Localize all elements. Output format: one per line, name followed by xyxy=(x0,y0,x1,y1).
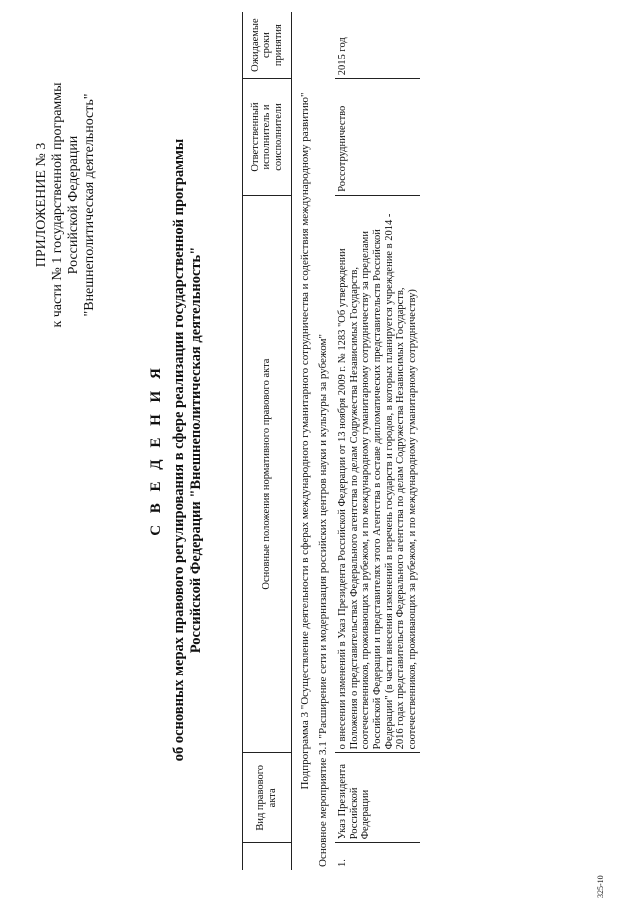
row-date: 2015 год xyxy=(335,12,420,79)
document-heading xyxy=(148,10,205,890)
header-date: Ожидаемые сроки принятия xyxy=(243,12,292,79)
row-num: 1. xyxy=(337,859,349,867)
subprogram-title: Подпрограмма 3 "Осуществление деятельности в сферах международного гуманитарного сотрудничества и содействия международному развитию" xyxy=(299,92,311,790)
heading-line-1: об основных мерах правового регулирования в сфере реализации государственной программы xyxy=(171,138,187,762)
measure-row xyxy=(314,12,336,870)
table-row xyxy=(335,12,420,870)
table-header-row xyxy=(243,12,292,870)
header-main: Основные положения нормативного правового акта xyxy=(243,195,292,753)
header-vid: Вид правового акта xyxy=(243,753,292,843)
landscape-content xyxy=(20,10,620,898)
header-resp: Ответственный исполнитель и соисполнители xyxy=(243,79,292,196)
subprogram-row xyxy=(292,12,314,870)
measure-title: Основное мероприятие 3.1 "Расширение сети и модернизация российских центров науки и культуры за рубежом" xyxy=(316,334,329,867)
heading-line-2: Российской Федерации "Внешнеполитическая деятельность" xyxy=(188,246,204,654)
appendix-line-1: к части № 1 государственной программы xyxy=(50,82,65,328)
heading-sved: С В Е Д Е Н И Я xyxy=(148,364,164,536)
header-num xyxy=(243,843,292,870)
measures-table xyxy=(242,12,420,870)
appendix-line-3: "Внешнеполитическая деятельность" xyxy=(82,93,97,317)
row-vid: Указ Президента Российской Федерации xyxy=(335,753,420,843)
row-resp: Россотрудничество xyxy=(335,79,420,196)
appendix-block xyxy=(34,40,98,370)
footer-code: 325-10 xyxy=(596,875,605,898)
appendix-line-2: Российской Федерации xyxy=(66,135,81,275)
row-main: о внесении изменений в Указ Президента Российской Федерации от 13 ноября 2009 г. № 1283 "Об утверждении Положения о представительствах Федерального агентства по делам Содружества Независимых Государств, соотечественников, проживающих за рубежом, и по международному гуманитарному сотрудничеству за пределами Российской Федерации и представителях этого Агентства в составе дипломатических представительств Российской Федерации" (в части внесения изменений в перечень государств и городов, в которых планируется учреждение в 2014 - 2016 годах представительств Федерального агентства по делам Содружества Независимых Государств, соотечественников, проживающих за рубежом, и по международному гуманитарному сотрудничеству) xyxy=(335,195,420,753)
appendix-title: ПРИЛОЖЕНИЕ № 3 xyxy=(34,142,49,268)
